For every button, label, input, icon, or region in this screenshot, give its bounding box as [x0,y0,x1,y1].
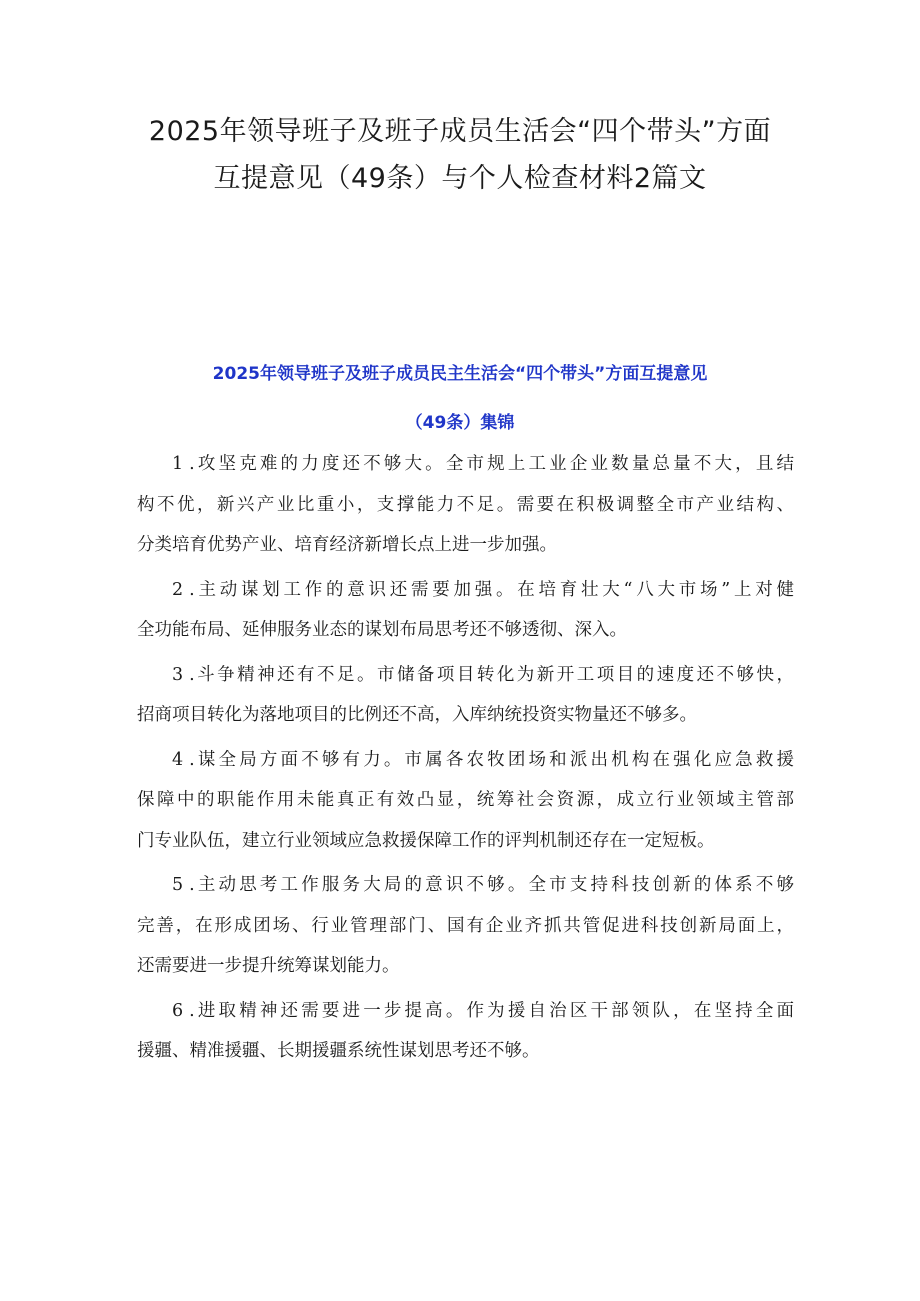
item-text: 全功能布局、延伸服务业态的谋划布局思考还不够透彻、深入。 [137,620,627,640]
list-item-line [137,946,794,987]
item-text: 分类培育优势产业、培育经济新增长点上进一步加强。 [137,535,557,555]
document-title-line: 2025年领导班子及班子成员生活会“四个带头”方面 [148,116,772,147]
list-item [137,865,794,987]
list-item [137,740,794,862]
list-item [137,991,794,1072]
document-title-line: 互提意见（49条）与个人检查材料2篇文 [213,163,707,194]
item-text: .主动谋划工作的意识还需要加强。在培育壮大“八大市场”上对健 [189,579,794,600]
list-item-line [137,1031,794,1072]
list-item-line [137,655,794,696]
item-text: 保障中的职能作用未能真正有效凸显，统筹社会资源，成立行业领域主管部 [137,790,794,810]
document-title [0,108,920,202]
list-item-line [137,865,794,906]
item-text: .主动思考工作服务大局的意识不够。全市支持科技创新的体系不够 [189,875,794,895]
item-text: 完善，在形成团场、行业管理部门、国有企业齐抓共管促进科技创新局面上， [137,915,794,936]
list-item-line [137,906,794,947]
section-heading-line: （49条）集锦 [405,413,515,433]
item-text: 招商项目转化为落地项目的比例还不高，入库纳统投资实物量还不够多。 [137,705,697,725]
list-item [137,444,794,566]
list-item-line [137,740,794,781]
item-number: 2 [172,579,184,600]
list-item [137,655,794,736]
item-text: 援疆、精准援疆、长期援疆系统性谋划思考还不够。 [137,1041,540,1061]
item-text: .谋全局方面不够有力。市属各农牧团场和派出机构在强化应急救援 [189,749,794,770]
section-heading-line: 2025年领导班子及班子成员民主生活会“四个带头”方面互提意见 [212,364,708,384]
item-number: 3 [172,664,184,685]
list-item-line [137,695,794,736]
list-item-line [137,525,794,566]
item-text: .斗争精神还有不足。市储备项目转化为新开工项目的速度还不够快， [189,664,794,685]
item-number: 5 [172,875,184,895]
item-text: 门专业队伍，建立行业领域应急救援保障工作的评判机制还存在一定短板。 [137,830,715,851]
item-text: .攻坚克难的力度还不够大。全市规上工业企业数量总量不大，且结 [189,454,794,474]
item-number: 4 [172,749,184,770]
suggestion-list [137,444,794,1076]
list-item-line [137,780,794,821]
list-item-line [137,991,794,1032]
list-item-line [137,610,794,651]
item-text: .进取精神还需要进一步提高。作为援自治区干部领队，在坚持全面 [189,1000,794,1021]
list-item-line [137,821,794,862]
list-item-line [137,570,794,611]
list-item-line [137,485,794,526]
list-item [137,570,794,651]
section-heading [0,350,920,448]
item-number: 6 [172,1000,184,1021]
item-text: 还需要进一步提升统筹谋划能力。 [137,956,400,976]
list-item-line [137,444,794,485]
item-text: 构不优，新兴产业比重小，支撑能力不足。需要在积极调整全市产业结构、 [137,494,794,515]
item-number: 1 [172,454,184,474]
